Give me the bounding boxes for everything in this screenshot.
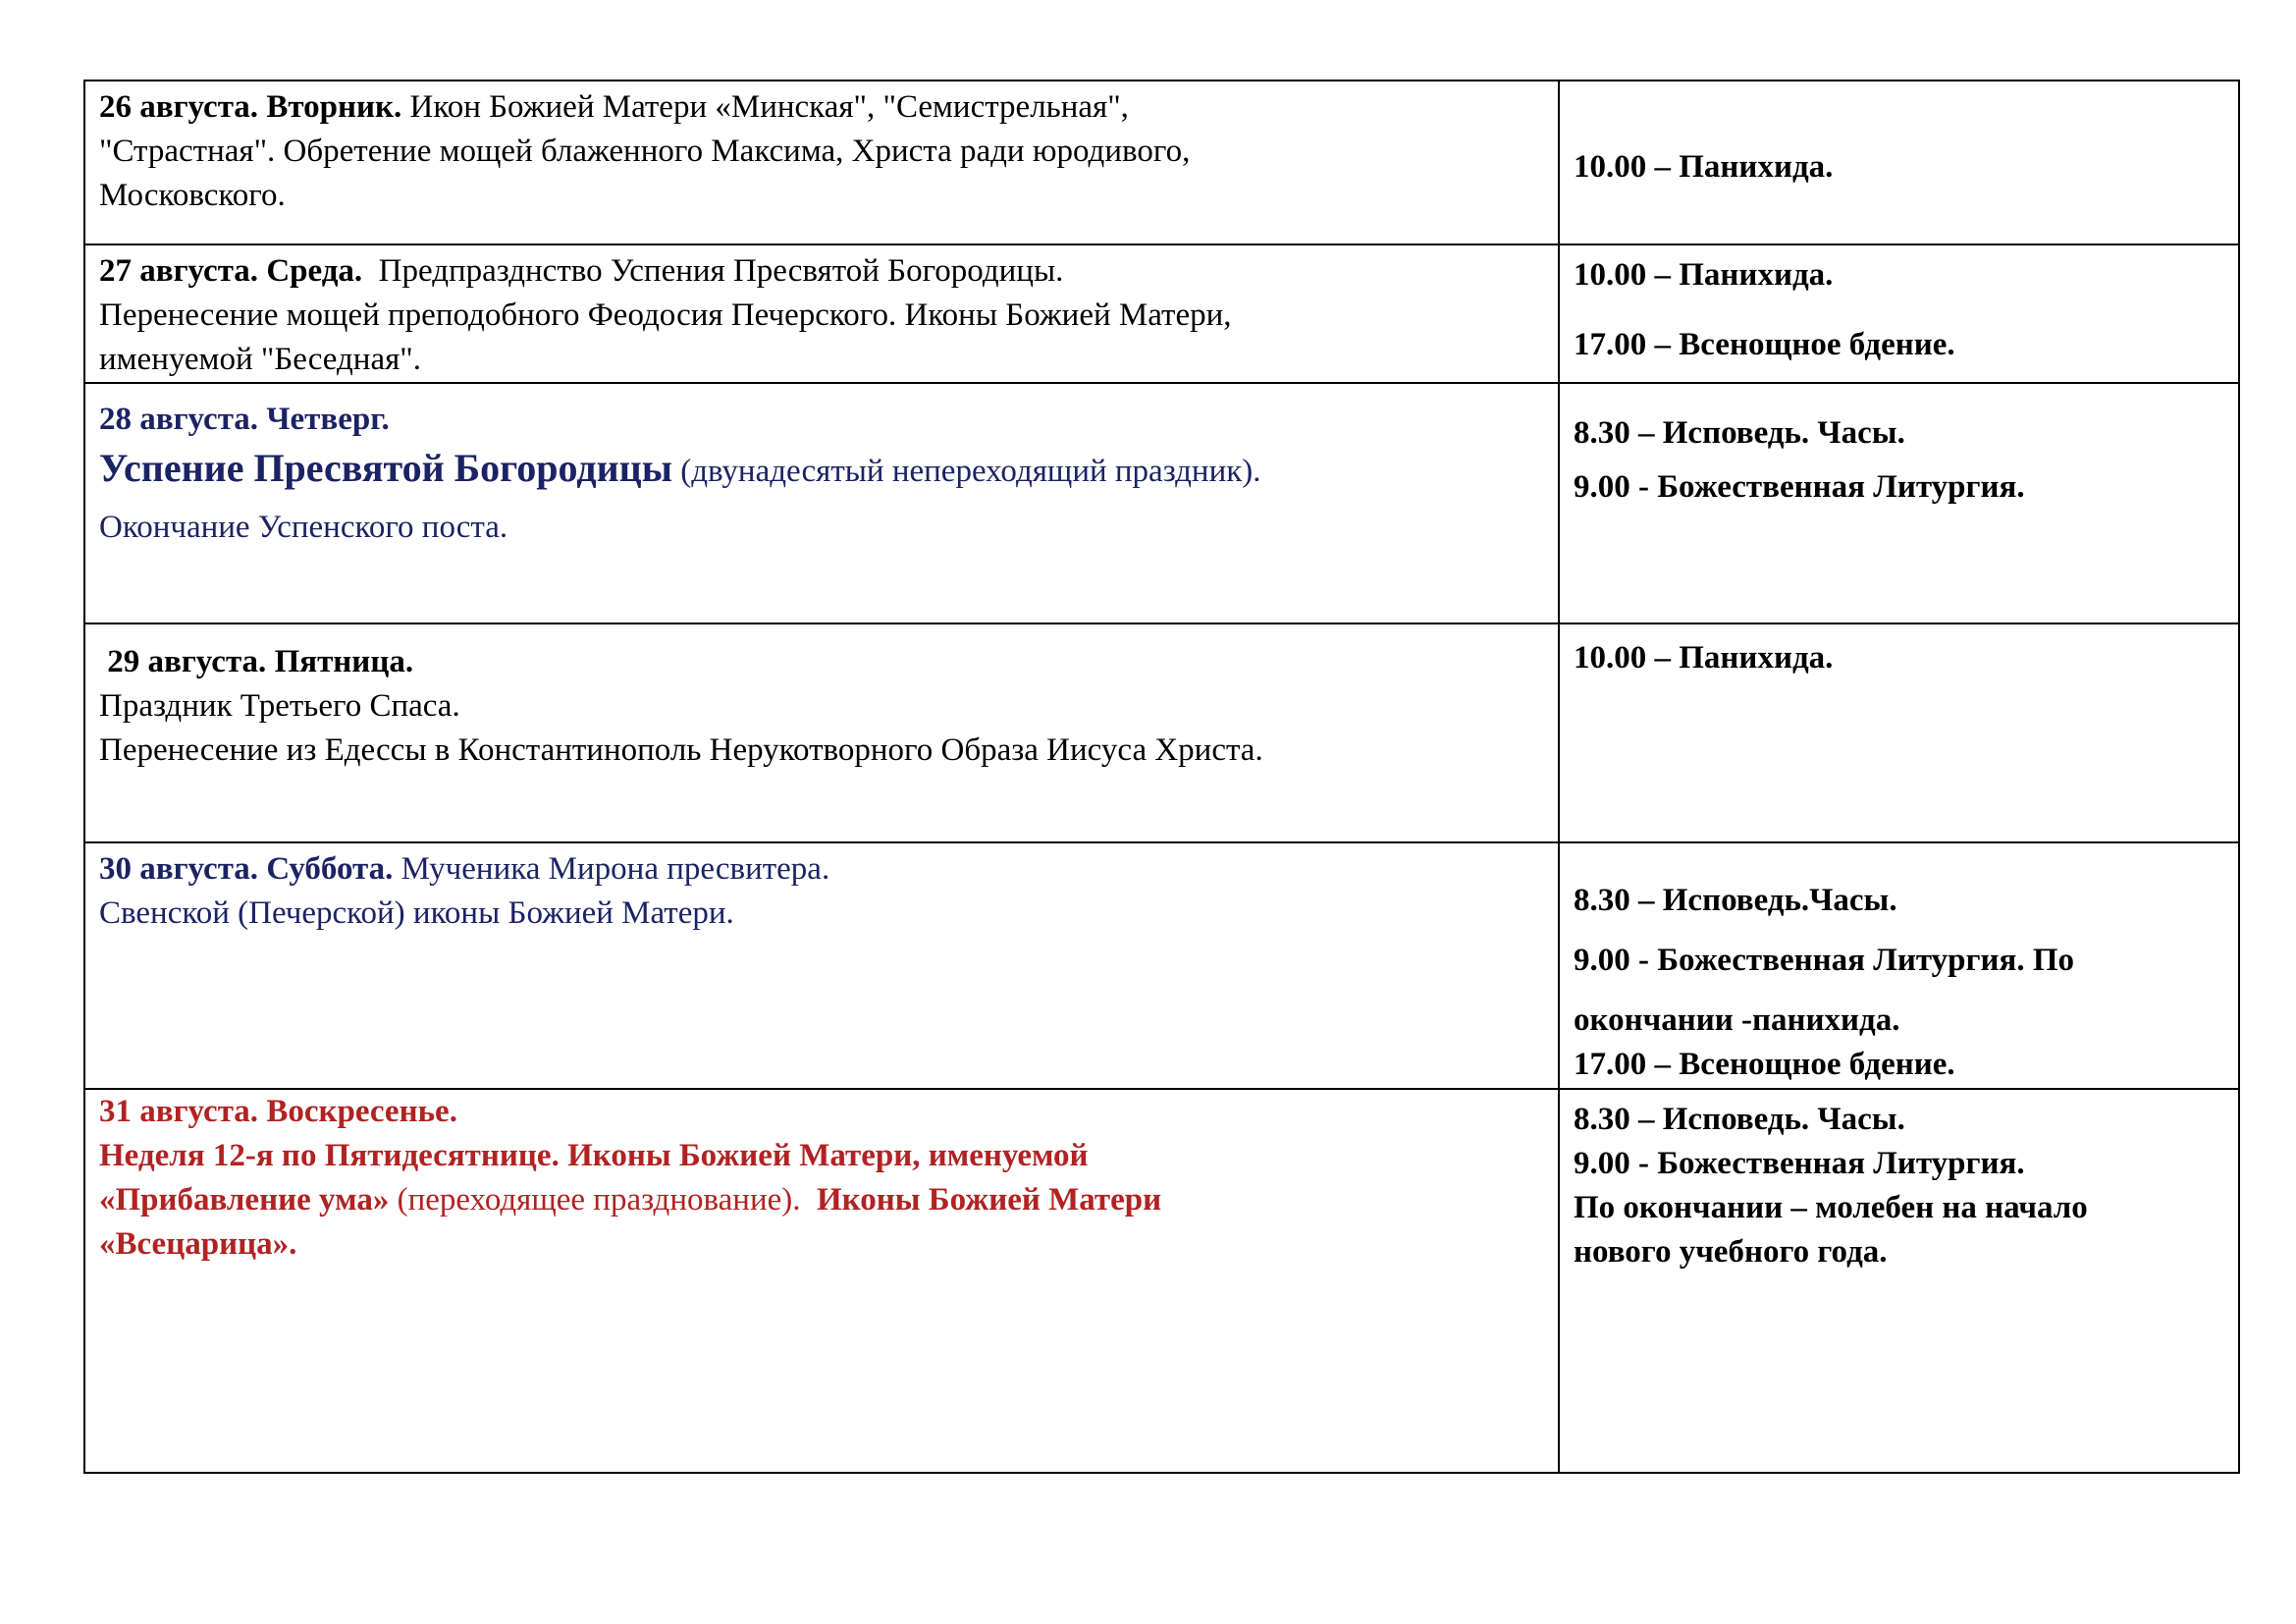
- feast-title: Успение Пресвятой Богородицы: [99, 446, 672, 490]
- day-text: Окончание Успенского поста.: [99, 510, 508, 545]
- service-time: 10.00 – Панихида.: [1574, 640, 1834, 676]
- schedule-table: [83, 80, 2240, 1474]
- table-row: [84, 623, 2239, 842]
- service-time: 10.00 – Панихида.: [1574, 149, 1834, 185]
- day-weekday: Среда.: [266, 253, 363, 289]
- day-weekday: Суббота.: [266, 851, 394, 887]
- day-date: 26 августа.: [99, 89, 259, 125]
- day-date: 29 августа.: [107, 644, 267, 679]
- day-description-cell: [84, 623, 1559, 842]
- table-row: [84, 81, 2239, 244]
- day-description-cell: [84, 244, 1559, 383]
- day-text: (переходящее празднование).: [397, 1182, 801, 1218]
- services-cell: [1559, 81, 2239, 244]
- day-text: «Прибавление ума»: [99, 1182, 390, 1218]
- table-row: [84, 842, 2239, 1089]
- day-text: Праздник Третьего Спаса.: [99, 688, 460, 724]
- day-text: Свенской (Печерской) иконы Божией Матери.: [99, 895, 734, 931]
- day-weekday: Вторник.: [266, 89, 402, 125]
- service-time: окончании -панихида.: [1574, 1002, 1900, 1038]
- day-description-cell: [84, 383, 1559, 623]
- day-text: Неделя 12-я по Пятидесятнице. Иконы Божией Матери, именуемой: [99, 1138, 1089, 1173]
- service-time: нового учебного года.: [1574, 1234, 1888, 1270]
- day-date: 28 августа.: [99, 402, 259, 437]
- day-text: Икон Божией Матери «Минская", "Семистрельная",: [409, 89, 1129, 125]
- day-weekday: Четверг.: [266, 402, 390, 437]
- service-time: 9.00 - Божественная Литургия. По: [1574, 943, 2074, 978]
- day-date: 31 августа.: [99, 1094, 259, 1129]
- feast-note: (двунадесятый непереходящий праздник).: [680, 454, 1261, 489]
- day-description-cell: [84, 1089, 1559, 1473]
- services-cell: [1559, 842, 2239, 1089]
- table-row: [84, 244, 2239, 383]
- day-text: Мученика Мирона пресвитера.: [400, 851, 830, 887]
- service-time: 8.30 – Исповедь.Часы.: [1574, 883, 1897, 918]
- day-text: Московского.: [99, 178, 286, 213]
- table-row: [84, 383, 2239, 623]
- service-time: По окончании – молебен на начало: [1574, 1190, 2088, 1225]
- day-description-cell: [84, 81, 1559, 244]
- day-description-cell: [84, 842, 1559, 1089]
- day-text: Предпразднство Успения Пресвятой Богородицы.: [378, 253, 1064, 289]
- day-text: Перенесение мощей преподобного Феодосия Печерского. Иконы Божией Матери,: [99, 298, 1232, 333]
- services-cell: [1559, 623, 2239, 842]
- day-text: "Страстная". Обретение мощей блаженного Максима, Христа ради юродивого,: [99, 134, 1191, 169]
- day-text: Перенесение из Едессы в Константинополь Нерукотворного Образа Иисуса Христа.: [99, 732, 1263, 768]
- table-row: [84, 1089, 2239, 1473]
- day-weekday: Воскресенье.: [266, 1094, 457, 1129]
- services-cell: [1559, 1089, 2239, 1473]
- service-time: 10.00 – Панихида.: [1574, 257, 1834, 293]
- service-time: 8.30 – Исповедь. Часы.: [1574, 415, 1905, 451]
- service-time: 8.30 – Исповедь. Часы.: [1574, 1102, 1905, 1137]
- day-text: «Всецарица».: [99, 1226, 297, 1262]
- day-weekday: Пятница.: [274, 644, 414, 679]
- services-cell: [1559, 244, 2239, 383]
- service-time: 17.00 – Всенощное бдение.: [1574, 327, 1955, 362]
- day-text: Иконы Божией Матери: [817, 1182, 1162, 1218]
- day-date: 27 августа.: [99, 253, 259, 289]
- service-time: 17.00 – Всенощное бдение.: [1574, 1047, 1955, 1082]
- service-time: 9.00 - Божественная Литургия.: [1574, 1146, 2025, 1181]
- services-cell: [1559, 383, 2239, 623]
- day-date: 30 августа.: [99, 851, 259, 887]
- day-text: именуемой "Беседная".: [99, 342, 422, 377]
- service-time: 9.00 - Божественная Литургия.: [1574, 469, 2025, 505]
